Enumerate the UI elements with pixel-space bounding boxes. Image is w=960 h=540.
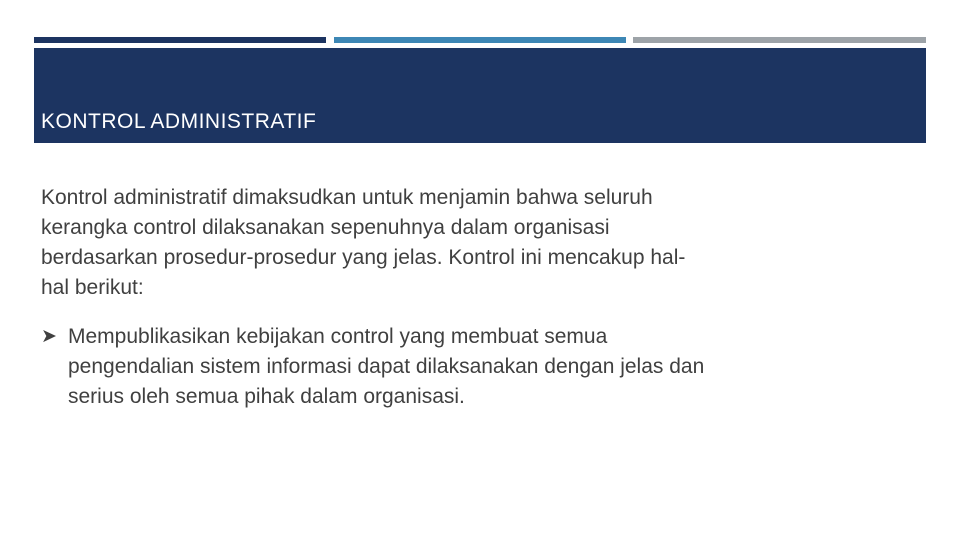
intro-line: Kontrol administratif dimaksudkan untuk menjamin bahwa seluruh [41,186,653,209]
bullet-line: serius oleh semua pihak dalam organisasi. [68,385,465,408]
title-band [34,48,926,143]
bullet-line: Mempublikasikan kebijakan control yang membuat semua [68,325,608,348]
intro-line: kerangka control dilaksanakan sepenuhnya dalam organisasi [41,216,610,239]
bullet-item [41,322,921,412]
arrow-bullet-icon: ➤ [41,326,57,347]
accent-bar-dark-blue [34,37,326,43]
slide-title: KONTROL ADMINISTRATIF [41,110,317,133]
accent-bar-gray [633,37,926,43]
accent-bar-light-blue [334,37,626,43]
intro-paragraph [41,183,921,303]
intro-line: berdasarkan prosedur-prosedur yang jelas. Kontrol ini mencakup hal- [41,246,686,269]
intro-line: hal berikut: [41,276,144,299]
bullet-line: pengendalian sistem informasi dapat dilaksanakan dengan jelas dan [68,355,705,378]
slide-body [41,183,921,412]
